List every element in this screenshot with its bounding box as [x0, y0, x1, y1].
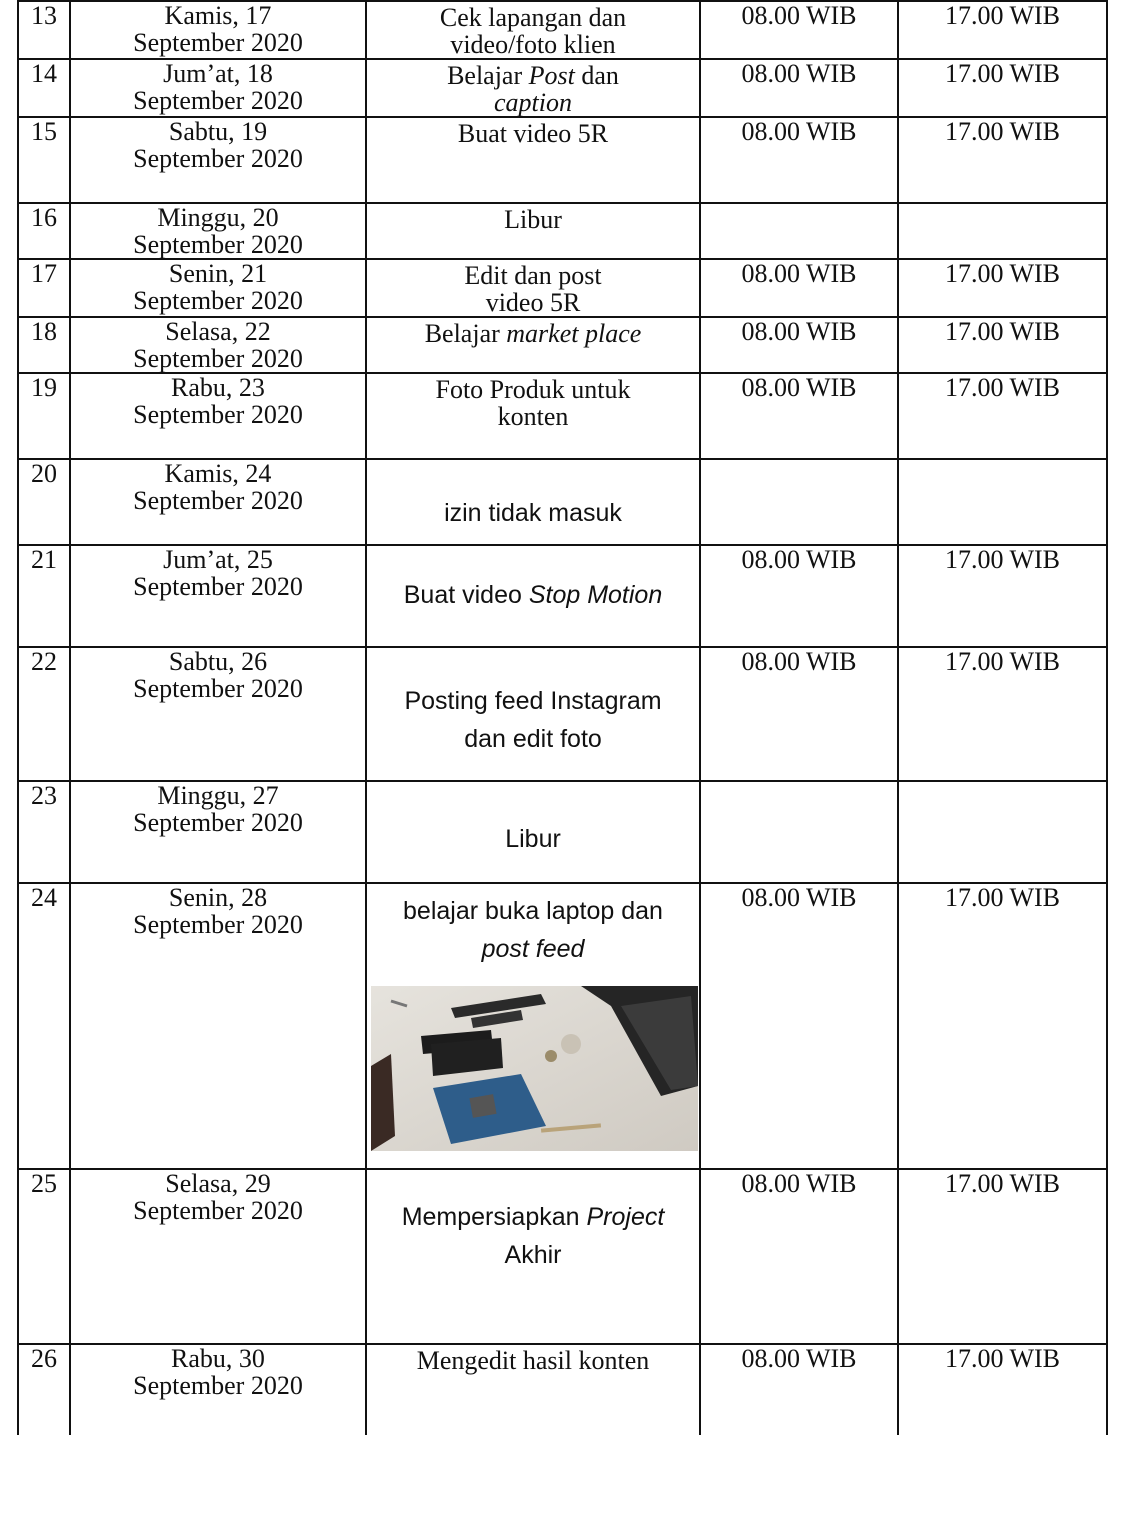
row-number: 26 — [31, 1344, 57, 1373]
row-number: 15 — [31, 117, 57, 146]
month-year-label: September 2020 — [133, 286, 303, 315]
check-in-cell — [700, 647, 898, 781]
month-year-label: September 2020 — [133, 486, 303, 515]
check-out-cell — [898, 1344, 1107, 1435]
month-year-label: September 2020 — [133, 230, 303, 259]
activity-fragment: Stop Motion — [528, 581, 663, 609]
table-row — [18, 59, 1107, 117]
activity-cell — [366, 1169, 700, 1344]
check-out-time: 17.00 WIB — [944, 259, 1061, 288]
month-year-label: September 2020 — [133, 344, 303, 373]
row-number: 20 — [31, 459, 57, 488]
check-in-time: 08.00 WIB — [741, 59, 857, 88]
check-in-cell — [700, 781, 898, 883]
row-number-cell — [18, 259, 70, 317]
row-number: 17 — [31, 259, 57, 288]
table-row — [18, 545, 1107, 647]
laptop-disassembly-photo — [371, 986, 698, 1151]
activity-fragment: market place — [506, 319, 642, 348]
date-cell — [70, 459, 366, 545]
table-row — [18, 373, 1107, 459]
row-number-cell — [18, 203, 70, 259]
check-in-time: 08.00 WIB — [741, 545, 857, 574]
check-out-cell — [898, 647, 1107, 781]
activity-log-body — [18, 1, 1107, 1435]
check-out-cell — [898, 459, 1107, 545]
row-number: 14 — [31, 59, 57, 88]
activity-cell — [366, 647, 700, 781]
activity-text — [371, 204, 695, 233]
table-row — [18, 459, 1107, 545]
check-out-cell — [898, 317, 1107, 373]
table-row — [18, 317, 1107, 373]
activity-cell — [366, 545, 700, 647]
check-out-time: 17.00 WIB — [944, 1344, 1061, 1373]
activity-text — [371, 374, 695, 430]
row-number-cell — [18, 1169, 70, 1344]
check-in-cell — [700, 317, 898, 373]
day-label: Senin, 21 — [168, 259, 268, 288]
activity-text — [371, 460, 695, 532]
activity-text — [371, 318, 695, 347]
check-out-cell — [898, 117, 1107, 203]
check-out-time: 17.00 WIB — [944, 59, 1061, 88]
day-label: Sabtu, 26 — [168, 647, 268, 676]
check-in-time: 08.00 WIB — [741, 259, 857, 288]
activity-cell — [366, 373, 700, 459]
activity-fragment: Project — [586, 1203, 665, 1231]
month-year-label: September 2020 — [133, 572, 303, 601]
activity-fragment: Post — [528, 61, 575, 90]
date-cell — [70, 317, 366, 373]
date-cell — [70, 1169, 366, 1344]
row-number: 23 — [31, 781, 57, 810]
check-in-cell — [700, 203, 898, 259]
row-number: 24 — [31, 883, 57, 912]
date-cell — [70, 545, 366, 647]
activity-text — [371, 546, 695, 614]
activity-cell — [366, 1, 700, 59]
activity-fragment: Mengedit hasil konten — [416, 1346, 650, 1375]
month-year-label: September 2020 — [133, 674, 303, 703]
activity-fragment: Mempersiapkan — [401, 1203, 587, 1231]
date-cell — [70, 117, 366, 203]
check-out-time: 17.00 WIB — [944, 317, 1061, 346]
check-out-cell — [898, 781, 1107, 883]
month-year-label: September 2020 — [133, 400, 303, 429]
table-row — [18, 117, 1107, 203]
row-number-cell — [18, 59, 70, 117]
activity-fragment: dan — [574, 61, 619, 90]
check-in-cell — [700, 545, 898, 647]
activity-text — [371, 782, 695, 858]
check-in-cell — [700, 373, 898, 459]
month-year-label: September 2020 — [133, 1196, 303, 1225]
check-out-cell — [898, 373, 1107, 459]
activity-cell — [366, 117, 700, 203]
day-label: Selasa, 22 — [165, 317, 271, 346]
day-label: Selasa, 29 — [165, 1169, 271, 1198]
table-row — [18, 1, 1107, 59]
table-row — [18, 781, 1107, 883]
check-in-time: 08.00 WIB — [741, 1344, 857, 1373]
day-label: Senin, 28 — [168, 883, 268, 912]
month-year-label: September 2020 — [133, 1371, 303, 1400]
activity-text — [371, 260, 695, 316]
day-label: Rabu, 23 — [171, 373, 265, 402]
table-row — [18, 883, 1107, 1169]
date-cell — [70, 373, 366, 459]
check-out-time: 17.00 WIB — [944, 1, 1061, 30]
check-in-cell — [700, 117, 898, 203]
day-label: Jum’at, 25 — [163, 545, 273, 574]
row-number: 22 — [31, 647, 57, 676]
check-in-time: 08.00 WIB — [741, 317, 857, 346]
month-year-label: September 2020 — [133, 86, 303, 115]
activity-text — [371, 884, 695, 968]
activity-fragment: Posting feed Instagram — [404, 687, 662, 715]
check-out-cell — [898, 1169, 1107, 1344]
date-cell — [70, 1344, 366, 1435]
table-row — [18, 647, 1107, 781]
check-in-time: 08.00 WIB — [741, 883, 857, 912]
activity-log-table — [17, 0, 1108, 1435]
activity-text — [371, 2, 695, 58]
activity-fragment: belajar buka laptop dan — [403, 897, 663, 925]
row-number: 18 — [31, 317, 57, 346]
activity-fragment: Belajar — [447, 61, 529, 90]
day-label: Kamis, 24 — [164, 459, 272, 488]
month-year-label: September 2020 — [133, 144, 303, 173]
row-number-cell — [18, 373, 70, 459]
activity-fragment: post feed — [481, 935, 585, 963]
month-year-label: September 2020 — [133, 910, 303, 939]
check-in-time: 08.00 WIB — [741, 117, 857, 146]
day-label: Kamis, 17 — [164, 1, 272, 30]
row-number-cell — [18, 647, 70, 781]
activity-text — [371, 648, 695, 758]
row-number: 16 — [31, 203, 57, 232]
row-number-cell — [18, 781, 70, 883]
activity-fragment: Foto Produk untuk — [435, 375, 631, 404]
row-number: 13 — [31, 1, 57, 30]
row-number-cell — [18, 883, 70, 1169]
activity-cell — [366, 317, 700, 373]
activity-fragment: izin tidak masuk — [444, 499, 622, 527]
date-cell — [70, 1, 366, 59]
check-out-time: 17.00 WIB — [944, 545, 1061, 574]
table-row — [18, 1169, 1107, 1344]
activity-fragment: Akhir — [504, 1241, 562, 1269]
activity-fragment: dan edit foto — [464, 725, 602, 753]
activity-fragment: Edit dan post — [464, 261, 602, 290]
activity-text — [371, 60, 695, 116]
check-in-cell — [700, 883, 898, 1169]
check-out-cell — [898, 259, 1107, 317]
check-out-time: 17.00 WIB — [944, 647, 1061, 676]
day-label: Minggu, 20 — [157, 203, 279, 232]
activity-fragment: Cek lapangan dan — [439, 3, 627, 32]
check-in-time: 08.00 WIB — [741, 1, 857, 30]
activity-fragment: Libur — [504, 205, 562, 234]
check-in-time: 08.00 WIB — [741, 373, 857, 402]
month-year-label: September 2020 — [133, 808, 303, 837]
date-cell — [70, 883, 366, 1169]
check-in-time: 08.00 WIB — [741, 1169, 857, 1198]
activity-cell — [366, 59, 700, 117]
activity-cell — [366, 781, 700, 883]
row-number-cell — [18, 1344, 70, 1435]
activity-fragment: Libur — [505, 825, 561, 853]
row-number: 21 — [31, 545, 57, 574]
check-out-cell — [898, 883, 1107, 1169]
activity-fragment: konten — [497, 402, 569, 431]
date-cell — [70, 203, 366, 259]
check-in-cell — [700, 1, 898, 59]
day-label: Sabtu, 19 — [168, 117, 268, 146]
activity-fragment: video/foto klien — [450, 30, 616, 59]
check-out-time: 17.00 WIB — [944, 883, 1061, 912]
activity-cell — [366, 259, 700, 317]
check-out-time: 17.00 WIB — [944, 117, 1061, 146]
check-out-cell — [898, 545, 1107, 647]
check-in-cell — [700, 59, 898, 117]
check-in-time: 08.00 WIB — [741, 647, 857, 676]
date-cell — [70, 647, 366, 781]
activity-fragment: Belajar — [424, 319, 507, 348]
activity-cell — [366, 203, 700, 259]
date-cell — [70, 781, 366, 883]
check-out-cell — [898, 1, 1107, 59]
check-out-time: 17.00 WIB — [944, 1169, 1061, 1198]
check-in-cell — [700, 459, 898, 545]
check-in-cell — [700, 1169, 898, 1344]
activity-fragment: caption — [494, 88, 572, 117]
day-label: Rabu, 30 — [171, 1344, 265, 1373]
check-in-cell — [700, 1344, 898, 1435]
month-year-label: September 2020 — [133, 28, 303, 57]
row-number-cell — [18, 1, 70, 59]
date-cell — [70, 259, 366, 317]
row-number: 19 — [31, 373, 57, 402]
activity-fragment: Buat video — [403, 581, 529, 609]
row-number-cell — [18, 117, 70, 203]
row-number-cell — [18, 545, 70, 647]
activity-cell — [366, 1344, 700, 1435]
check-out-cell — [898, 59, 1107, 117]
activity-text — [371, 1345, 695, 1374]
row-number-cell — [18, 459, 70, 545]
check-out-time: 17.00 WIB — [944, 373, 1061, 402]
activity-cell — [366, 883, 700, 1169]
row-number: 25 — [31, 1169, 57, 1198]
activity-text — [371, 118, 695, 147]
check-out-cell — [898, 203, 1107, 259]
table-row — [18, 259, 1107, 317]
activity-cell — [366, 459, 700, 545]
table-row — [18, 203, 1107, 259]
activity-fragment: video 5R — [485, 288, 581, 317]
row-number-cell — [18, 317, 70, 373]
day-label: Minggu, 27 — [157, 781, 279, 810]
table-row — [18, 1344, 1107, 1435]
activity-fragment: Buat video 5R — [457, 119, 609, 148]
activity-text — [371, 1170, 695, 1274]
day-label: Jum’at, 18 — [163, 59, 273, 88]
date-cell — [70, 59, 366, 117]
check-in-cell — [700, 259, 898, 317]
